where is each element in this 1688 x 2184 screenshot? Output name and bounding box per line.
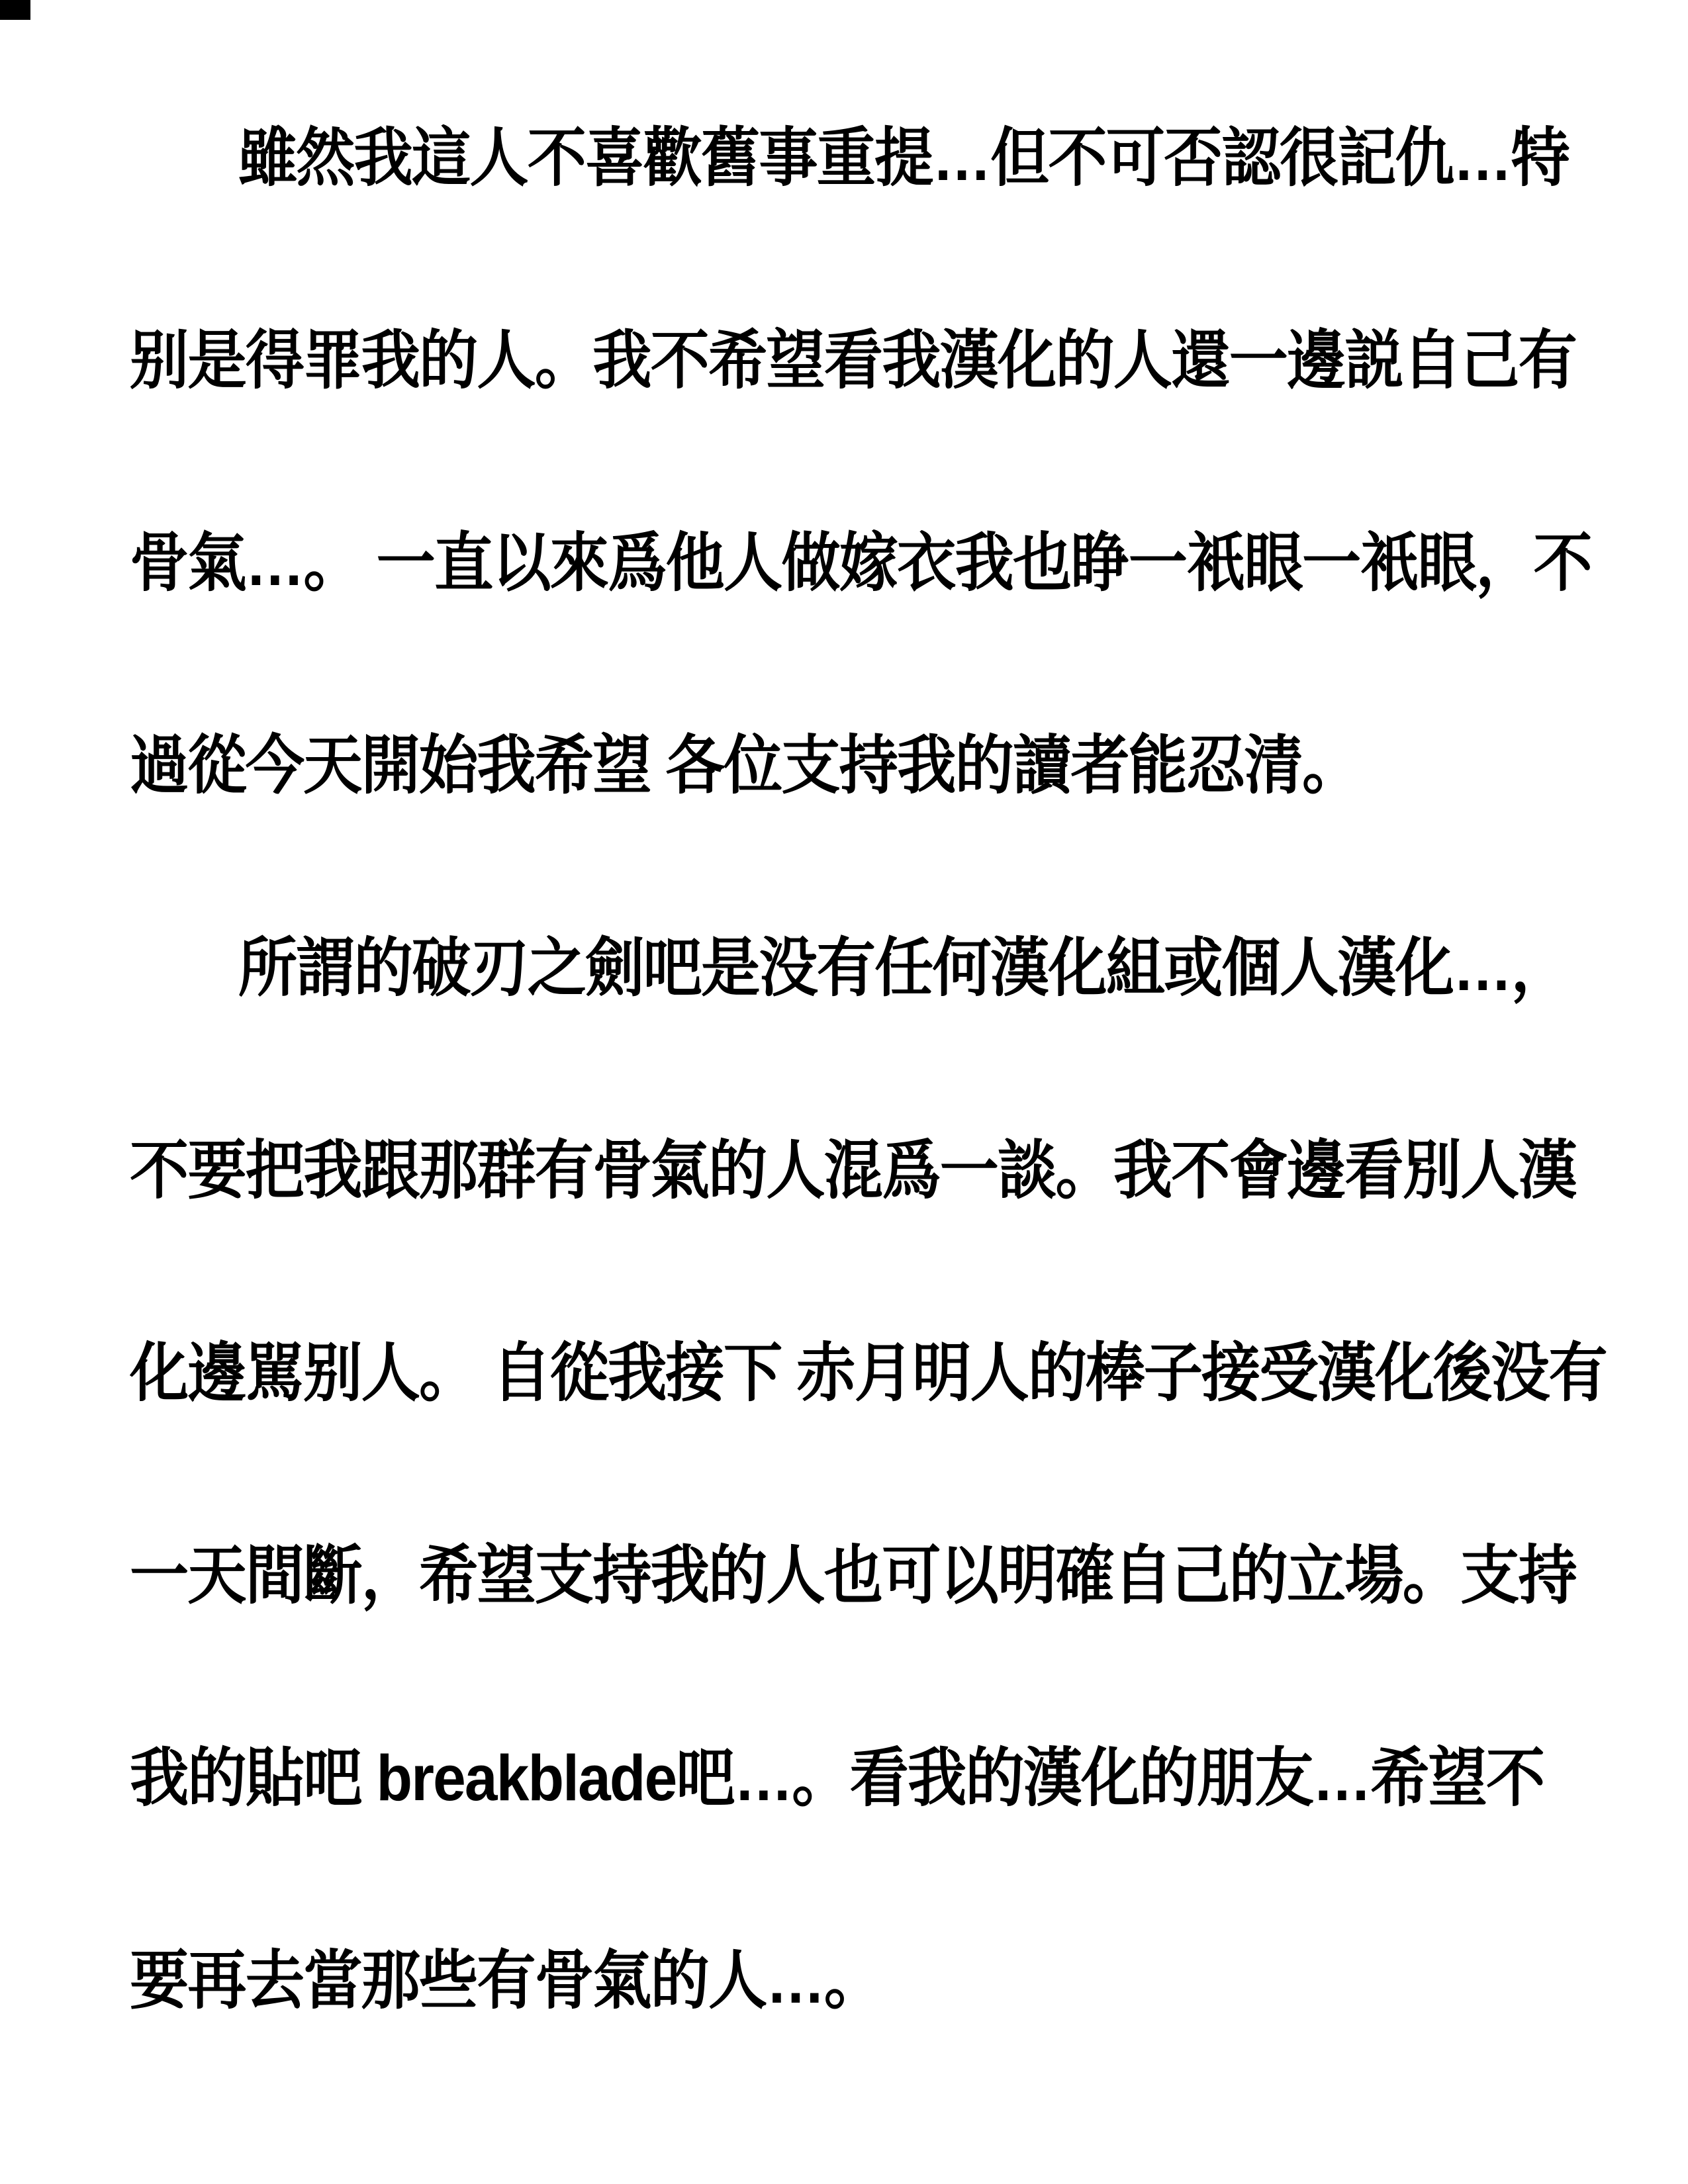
text-line: 過從今天開始我希望 各位支持我的讀者能忍清。 (130, 729, 1360, 801)
scan-corner-mark (0, 0, 30, 20)
text-line: 化邊駡别人。 自從我接下 赤月明人的棒子接受漢化後没有 (130, 1337, 1607, 1409)
text-line: 别是得罪我的人。我不希望看我漢化的人還一邊説自己有 (130, 324, 1576, 396)
page-text (130, 57, 1688, 2082)
text-line: 我的貼吧 breakblade吧…。看我的漢化的朋友…希望不 (130, 1742, 1544, 1814)
text-line: 骨氣…。 一直以來爲他人做嫁衣我也睁一衹眼一衹眼，不 (130, 527, 1591, 599)
text-line: 所謂的破刃之劍吧是没有任何漢化組或個人漢化…， (238, 932, 1569, 1004)
text-line: 一天間斷，希望支持我的人也可以明確自己的立場。支持 (130, 1539, 1576, 1612)
text-line: 不要把我跟那群有骨氣的人混爲一談。我不會邊看別人漢 (130, 1134, 1576, 1206)
text-line: 雖然我這人不喜歡舊事重提…但不可否認很記仇…特 (238, 122, 1569, 194)
text-line: 要再去當那些有骨氣的人…。 (130, 1944, 882, 2017)
